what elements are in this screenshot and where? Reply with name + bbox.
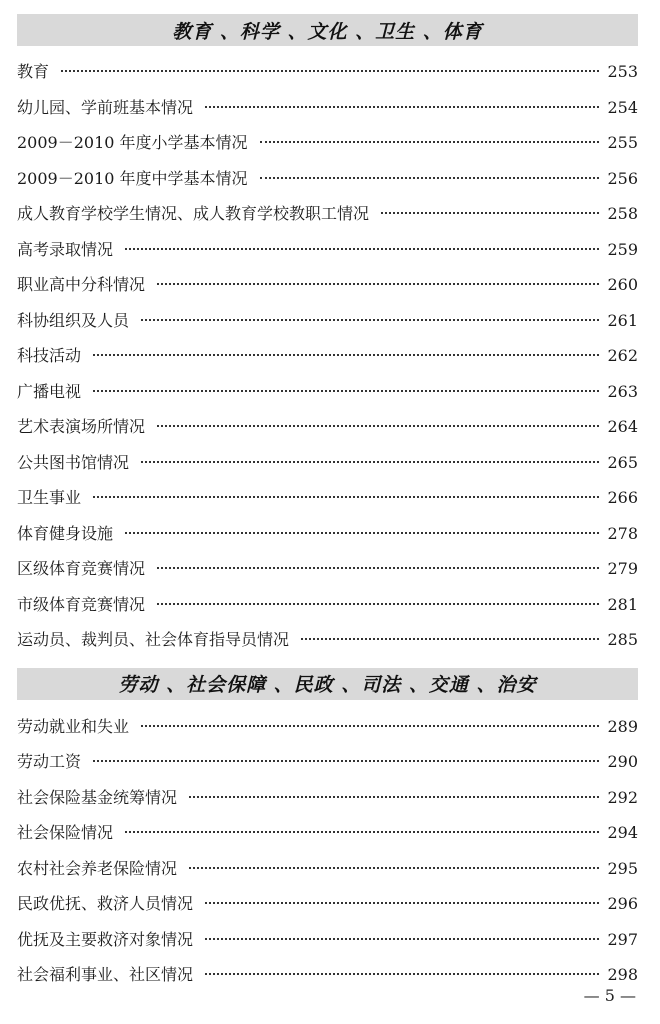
toc-entry-title: 区级体育竞赛情况	[17, 559, 146, 578]
dot-leader	[141, 461, 599, 463]
toc-entry-title: 运动员、裁判员、社会体育指导员情况	[17, 630, 290, 649]
toc-entry-page: 298	[607, 965, 638, 984]
toc-entry-page: 260	[607, 275, 638, 294]
dot-leader	[157, 567, 599, 569]
dot-leader	[260, 177, 600, 179]
toc-entry-page: 258	[607, 204, 638, 223]
toc-entry-page: 292	[607, 787, 638, 807]
dot-leader	[157, 425, 599, 427]
section-heading-education: 教育 、科学 、文化 、卫生 、体育	[17, 14, 638, 46]
toc-entry-page: 255	[607, 133, 638, 152]
dot-leader	[189, 796, 599, 798]
toc-entry-page: 297	[607, 929, 638, 949]
toc-entry[interactable]	[17, 232, 638, 268]
toc-entry-title: 社会保险基金统筹情况	[17, 787, 178, 807]
toc-entry-page: 289	[607, 716, 638, 736]
dot-leader	[141, 725, 599, 727]
toc-entry-title: 科协组织及人员	[17, 310, 130, 330]
toc-entry[interactable]	[17, 551, 638, 587]
toc-entry-page: 266	[607, 488, 638, 507]
toc-entry-page: 254	[607, 97, 638, 117]
dot-leader	[205, 106, 599, 108]
toc-entry-page: 262	[607, 346, 638, 365]
toc-entry-page: 285	[607, 630, 638, 649]
page-number: — 5 —	[583, 986, 636, 1005]
toc-entry[interactable]	[17, 125, 638, 161]
toc-entry-title: 社会保险情况	[17, 823, 114, 842]
dot-leader	[205, 902, 599, 904]
toc-entry-title: 高考录取情况	[17, 239, 114, 259]
toc-entry-page: 294	[607, 823, 638, 842]
toc-entry-page: 261	[607, 310, 638, 330]
toc-entry[interactable]	[17, 374, 638, 410]
toc-entry[interactable]	[17, 480, 638, 516]
dot-leader	[93, 354, 599, 356]
toc-entry[interactable]	[17, 90, 638, 126]
toc-entry-page: 290	[607, 752, 638, 771]
toc-entry-title: 体育健身设施	[17, 523, 114, 543]
dot-leader	[260, 141, 600, 143]
toc-entry-page: 295	[607, 858, 638, 878]
toc-entry-title: 社会福利事业、社区情况	[17, 965, 194, 984]
toc-entry[interactable]	[17, 338, 638, 374]
toc-entry-title: 艺术表演场所情况	[17, 417, 146, 436]
dot-leader	[157, 283, 599, 285]
toc-entry-title: 2009－2010 年度小学基本情况	[17, 133, 248, 152]
toc-entry[interactable]	[17, 303, 638, 339]
toc-entry-title: 科技活动	[17, 346, 82, 365]
toc-entry-page: 279	[607, 559, 638, 578]
toc-entry-title: 成人教育学校学生情况、成人教育学校教职工情况	[17, 204, 370, 223]
toc-entry[interactable]	[17, 780, 638, 816]
toc-entry-title: 职业高中分科情况	[17, 275, 146, 294]
toc-entry-page: 259	[607, 239, 638, 259]
toc-entry-title: 广播电视	[17, 381, 82, 401]
toc-entry-title: 幼儿园、学前班基本情况	[17, 97, 194, 117]
toc-entry-page: 256	[607, 168, 638, 188]
dot-leader	[93, 496, 599, 498]
toc-entry-title: 民政优抚、救济人员情况	[17, 894, 194, 913]
toc-entry-page: 253	[607, 62, 638, 81]
toc-entry[interactable]	[17, 161, 638, 197]
toc-entry-page: 263	[607, 381, 638, 401]
dot-leader	[125, 831, 599, 833]
dot-leader	[205, 938, 599, 940]
toc-entry[interactable]	[17, 409, 638, 445]
toc-entry-page: 264	[607, 417, 638, 436]
toc-entry[interactable]	[17, 445, 638, 481]
toc-entry-page: 296	[607, 894, 638, 913]
dot-leader	[125, 532, 599, 534]
toc-entry-title: 教育	[17, 62, 50, 81]
toc-entry[interactable]	[17, 267, 638, 303]
toc-entry-title: 劳动就业和失业	[17, 716, 130, 736]
toc-entry-page: 278	[607, 523, 638, 543]
toc-entry-title: 公共图书馆情况	[17, 452, 130, 472]
toc-entry[interactable]	[17, 744, 638, 780]
toc-entry[interactable]	[17, 709, 638, 745]
dot-leader	[157, 603, 599, 605]
dot-leader	[61, 70, 599, 72]
toc-entry[interactable]	[17, 957, 638, 993]
toc-entry-title: 2009－2010 年度中学基本情况	[17, 168, 248, 188]
toc-entry[interactable]	[17, 196, 638, 232]
toc-entry[interactable]	[17, 886, 638, 922]
toc-entry-title: 优抚及主要救济对象情况	[17, 929, 194, 949]
toc-entry[interactable]	[17, 815, 638, 851]
toc-page	[17, 14, 638, 993]
dot-leader	[93, 760, 599, 762]
toc-entry[interactable]	[17, 622, 638, 658]
toc-entry-title: 劳动工资	[17, 752, 82, 771]
toc-entry[interactable]	[17, 922, 638, 958]
toc-entry-page: 265	[607, 452, 638, 472]
toc-entry-title: 卫生事业	[17, 488, 82, 507]
toc-entry[interactable]	[17, 54, 638, 90]
dot-leader	[125, 248, 599, 250]
dot-leader	[93, 390, 599, 392]
toc-entry-page: 281	[607, 594, 638, 614]
section-heading-labor: 劳动 、社会保障 、民政 、司法 、交通 、治安	[17, 668, 638, 700]
toc-entry[interactable]	[17, 851, 638, 887]
dot-leader	[301, 638, 599, 640]
toc-entry-title: 农村社会养老保险情况	[17, 858, 178, 878]
toc-list-labor	[17, 709, 638, 993]
dot-leader	[141, 319, 599, 321]
dot-leader	[205, 973, 599, 975]
dot-leader	[189, 867, 599, 869]
toc-list-education	[17, 54, 638, 658]
toc-entry[interactable]	[17, 516, 638, 552]
toc-entry[interactable]	[17, 587, 638, 623]
toc-entry-title: 市级体育竞赛情况	[17, 594, 146, 614]
dot-leader	[381, 212, 599, 214]
